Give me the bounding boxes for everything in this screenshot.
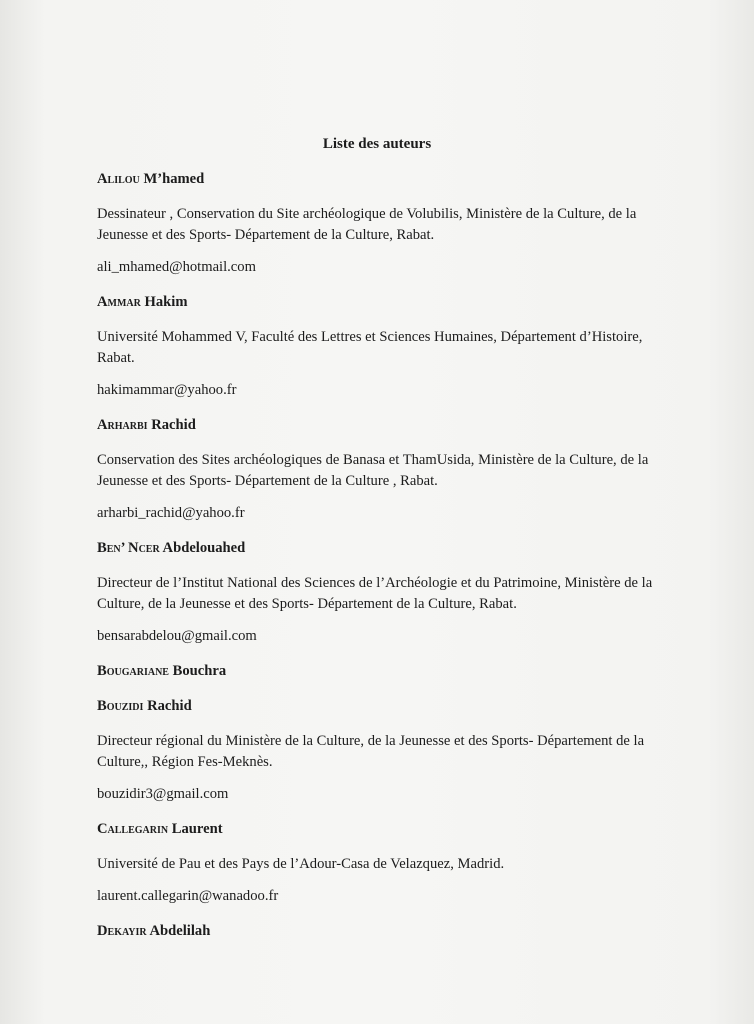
author-name: [97, 538, 669, 559]
author-email: ali_mhamed@hotmail.com: [97, 259, 256, 275]
author-email: arharbi_rachid@yahoo.fr: [97, 505, 245, 521]
author-surname: Arharbi: [97, 417, 148, 433]
author-name: [97, 921, 669, 942]
author-entry: [97, 292, 669, 401]
author-email: bouzidir3@gmail.com: [97, 786, 229, 802]
author-entry: [97, 538, 669, 647]
author-surname: Callegarin: [97, 821, 169, 837]
author-affiliation: Directeur de l’Institut National des Sciences de l’Archéologie et du Patrimoine, Ministère de la Culture, de la Jeunesse et des Sports- Département de la Culture, Rabat.: [97, 575, 653, 612]
page-title: Liste des auteurs: [322, 136, 432, 152]
author-name: [97, 415, 669, 436]
author-email: laurent.callegarin@wanadoo.fr: [97, 888, 279, 904]
author-name: [97, 661, 669, 682]
author-entry: [97, 921, 669, 942]
author-entry: [97, 819, 669, 907]
author-affiliation: Directeur régional du Ministère de la Culture, de la Jeunesse et des Sports- Département de la Culture,, Région Fes-Meknès.: [97, 733, 645, 770]
author-email: bensarabdelou@gmail.com: [97, 628, 257, 644]
author-list: [97, 169, 669, 956]
author-affiliation: Dessinateur , Conservation du Site archéologique de Volubilis, Ministère de la Culture, de la Jeunesse et des Sports- Département de la Culture, Rabat.: [97, 206, 637, 243]
author-firstname: Abdelouahed: [162, 540, 246, 556]
author-affiliation: Université Mohammed V, Faculté des Lettres et Sciences Humaines, Département d’Histoire, Rabat.: [97, 329, 643, 366]
author-entry: [97, 661, 669, 682]
author-surname: Bougariane: [97, 663, 169, 679]
author-affiliation: Conservation des Sites archéologiques de Banasa et ThamUsida, Ministère de la Culture, de la Jeunesse et des Sports- Département de la Culture , Rabat.: [97, 452, 649, 489]
author-name: [97, 696, 669, 717]
author-entry: [97, 169, 669, 278]
author-surname: Bouzidi: [97, 698, 144, 714]
author-name: [97, 169, 669, 190]
author-firstname: Abdelilah: [149, 923, 211, 939]
author-firstname: Hakim: [144, 294, 188, 310]
author-firstname: Bouchra: [172, 663, 227, 679]
author-surname: Dekayir: [97, 923, 147, 939]
author-firstname: Rachid: [147, 698, 192, 714]
author-firstname: Laurent: [171, 821, 223, 837]
author-firstname: Rachid: [151, 417, 196, 433]
author-entry: [97, 415, 669, 524]
author-name: [97, 819, 669, 840]
author-affiliation: Université de Pau et des Pays de l’Adour-Casa de Velazquez, Madrid.: [97, 856, 505, 872]
author-surname: Ammar: [97, 294, 141, 310]
author-firstname: M’hamed: [143, 171, 205, 187]
author-surname: Alilou: [97, 171, 140, 187]
author-name: [97, 292, 669, 313]
author-entry: [97, 696, 669, 805]
author-surname: Ben’ Ncer: [97, 540, 160, 556]
author-email: hakimammar@yahoo.fr: [97, 382, 237, 398]
